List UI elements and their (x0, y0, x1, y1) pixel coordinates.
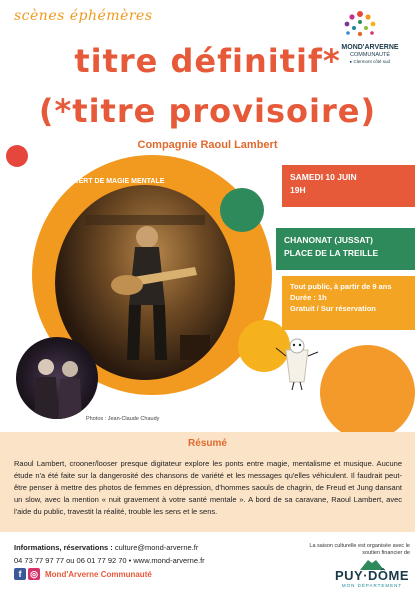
info-box (282, 276, 415, 330)
main-title: titre définitif* (74, 42, 341, 80)
date-box (282, 165, 415, 207)
logo-dots-icon (338, 10, 382, 44)
logo-name: MOND'ARVERNE (341, 44, 399, 51)
duration-text: Durée : 1h (290, 293, 327, 302)
support-text: La saison culturelle est organisée avec le soutien financier de (309, 543, 410, 556)
contact-label: Informations, réservations : (14, 543, 113, 552)
place-town: CHANONAT (JUSSAT) (284, 235, 373, 245)
social-links (14, 568, 152, 580)
contact-phones: 04 73 77 97 77 ou 06 01 77 92 70 • www.mond-arverne.fr (14, 556, 205, 565)
contact-line (14, 543, 198, 552)
price-text: Gratuit / Sur réservation (290, 304, 376, 313)
time-text: 19H (290, 185, 306, 195)
contact-email[interactable]: culture@mond-arverne.fr (114, 543, 199, 552)
place-venue: PLACE DE LA TREILLE (284, 248, 379, 258)
series-label: scènes éphémères (14, 8, 153, 24)
instagram-icon[interactable]: ◎ (28, 568, 40, 580)
logo-sub: COMMUNAUTÉ (349, 52, 391, 58)
concert-label: CONCERT DE MAGIE MENTALE (58, 178, 165, 185)
facebook-icon[interactable]: f (14, 568, 26, 580)
red-dot-decoration (6, 145, 28, 167)
shuttlecock-character-icon (274, 330, 320, 392)
subtitle: (*titre provisoire) (38, 92, 377, 130)
summary-text: Raoul Lambert, crooner/looser presque digitateur explore les ponts entre magie, mentalisme et musique. Aucune étude n'a été faite sur la dangerosité des chansons de variété et les messages qu'elles véhiculent. Il faudrait peut-être penser à mettre des photos de femmes en dépression, d'hommes saouls de chagrin, de Freud et Jung dansant un slow, avec la mention « nuit gravement à votre santé mentale ». A bord de sa caravane, Raoul Lambert, avec l'aide du public, travestit la réalité, trouble les sens et le sens. (14, 459, 402, 516)
photo-credit: Photos : Jean-Claude Chaudy (86, 416, 160, 422)
two-performers-illustration-icon (16, 337, 98, 419)
department-sub: MON DÉPARTEMENT (341, 583, 403, 588)
performers-small-photo (16, 337, 98, 419)
company-name: Compagnie Raoul Lambert (137, 139, 278, 151)
summary-title: Résumé (188, 438, 227, 449)
puy-de-dome-logo (334, 558, 410, 588)
green-disc-decoration (220, 188, 264, 232)
place-box (276, 228, 415, 270)
logo-tag: ▸ Clermont côté sud (349, 59, 391, 64)
social-account-name: Mond'Arverne Communauté (45, 569, 152, 579)
summary-section (0, 432, 415, 532)
orange-disc-right-decoration (320, 345, 415, 440)
audience-text: Tout public, à partir de 9 ans (290, 282, 392, 291)
mond-arverne-logo (330, 10, 410, 70)
date-text: SAMEDI 10 JUIN (290, 172, 357, 182)
department-name: PUY·DÔME (334, 568, 410, 583)
